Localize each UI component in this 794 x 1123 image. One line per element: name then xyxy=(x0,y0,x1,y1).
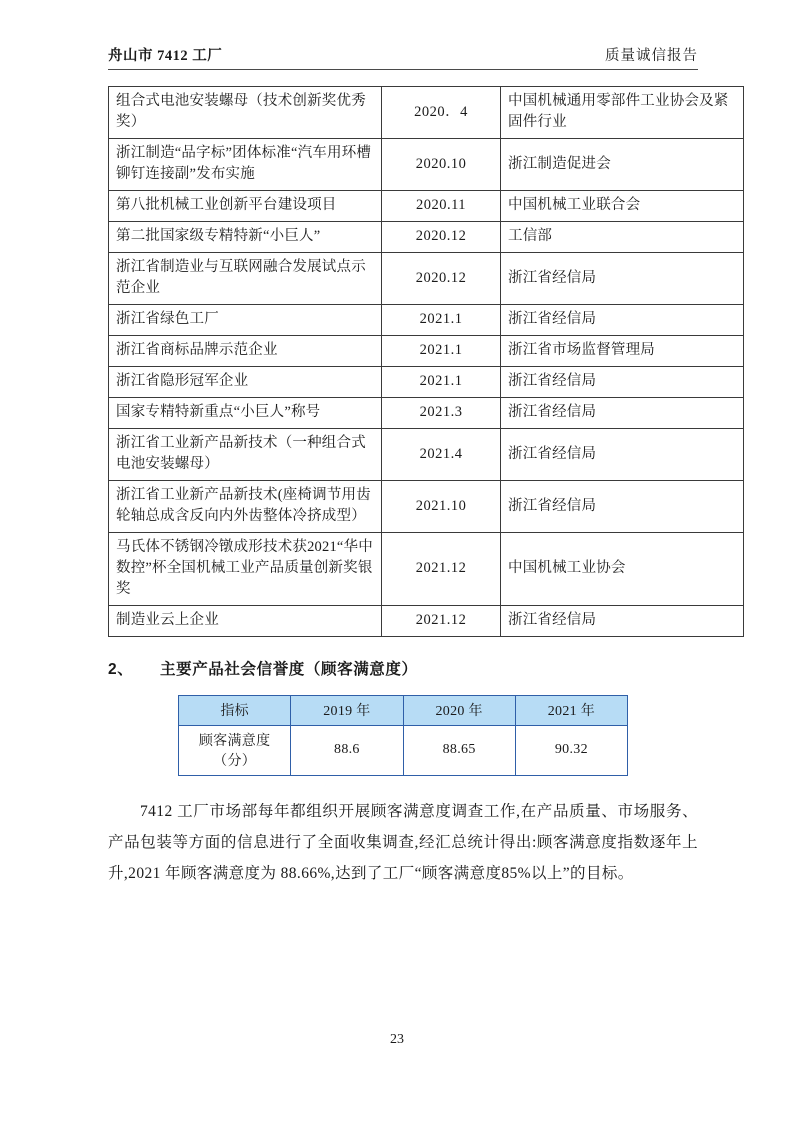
award-org: 中国机械工业协会 xyxy=(501,533,744,606)
award-date: 2020.12 xyxy=(382,253,501,305)
award-name: 第八批机械工业创新平台建设项目 xyxy=(109,191,382,222)
page-content xyxy=(108,44,729,889)
award-org: 浙江制造促进会 xyxy=(501,139,744,191)
award-name: 浙江制造“品字标”团体标准“汽车用环槽铆钉连接副”发布实施 xyxy=(109,139,382,191)
award-date: 2021.12 xyxy=(382,606,501,637)
award-name: 浙江省绿色工厂 xyxy=(109,305,382,336)
running-header xyxy=(108,44,698,70)
table-row xyxy=(109,429,744,481)
award-name: 浙江省工业新产品新技术(座椅调节用齿轮轴总成含反向内外齿整体冷挤成型） xyxy=(109,481,382,533)
award-name: 组合式电池安装螺母（技术创新奖优秀奖） xyxy=(109,87,382,139)
table-row xyxy=(109,367,744,398)
satisfaction-table-wrapper xyxy=(108,695,698,776)
table-row xyxy=(109,481,744,533)
award-name: 马氏体不锈钢冷镦成形技术获2021“华中数控”杯全国机械工业产品质量创新奖银奖 xyxy=(109,533,382,606)
table-row xyxy=(109,533,744,606)
award-date: 2021.12 xyxy=(382,533,501,606)
satisfaction-header-2019: 2019 年 xyxy=(291,696,403,726)
satisfaction-header-2021: 2021 年 xyxy=(515,696,627,726)
award-date: 2021.3 xyxy=(382,398,501,429)
body-paragraph: 7412 工厂市场部每年都组织开展顾客满意度调查工作,在产品质量、市场服务、产品包装等方面的信息进行了全面收集调查,经汇总统计得出:顾客满意度指数逐年上升,2021 年顾客满意度为 88.66%,达到了工厂“顾客满意度85%以上”的目标。 xyxy=(108,803,698,883)
award-name: 浙江省工业新产品新技术（一种组合式电池安装螺母） xyxy=(109,429,382,481)
award-org: 浙江省经信局 xyxy=(501,367,744,398)
award-org: 浙江省经信局 xyxy=(501,606,744,637)
satisfaction-table xyxy=(178,695,628,776)
award-org: 工信部 xyxy=(501,222,744,253)
award-name: 浙江省制造业与互联网融合发展试点示范企业 xyxy=(109,253,382,305)
section-number: 2、 xyxy=(108,661,134,679)
section-title: 主要产品社会信誉度（顾客满意度） xyxy=(160,661,418,679)
satisfaction-header-metric: 指标 xyxy=(179,696,291,726)
table-row xyxy=(179,726,628,776)
satisfaction-table-head xyxy=(179,696,628,726)
award-date: 2020.12 xyxy=(382,222,501,253)
table-row xyxy=(109,191,744,222)
award-date: 2021.1 xyxy=(382,305,501,336)
table-row xyxy=(109,398,744,429)
award-org: 浙江省经信局 xyxy=(501,253,744,305)
award-date: 2021.1 xyxy=(382,336,501,367)
award-org: 浙江省经信局 xyxy=(501,305,744,336)
header-left-text: 舟山市 7412 工厂 xyxy=(108,48,223,64)
table-row xyxy=(109,253,744,305)
award-date: 2020.10 xyxy=(382,139,501,191)
award-name: 浙江省商标品牌示范企业 xyxy=(109,336,382,367)
award-date: 2021.1 xyxy=(382,367,501,398)
award-org: 浙江省市场监督管理局 xyxy=(501,336,744,367)
award-table xyxy=(108,86,744,637)
award-date: 2021.10 xyxy=(382,481,501,533)
award-date: 2021.4 xyxy=(382,429,501,481)
table-row xyxy=(109,222,744,253)
satisfaction-value-2020: 88.65 xyxy=(403,726,515,776)
satisfaction-value-2021: 90.32 xyxy=(515,726,627,776)
award-org: 浙江省经信局 xyxy=(501,481,744,533)
award-org: 中国机械工业联合会 xyxy=(501,191,744,222)
table-row xyxy=(109,87,744,139)
award-org: 中国机械通用零部件工业协会及紧固件行业 xyxy=(501,87,744,139)
table-row xyxy=(109,139,744,191)
table-row xyxy=(179,696,628,726)
table-row xyxy=(109,606,744,637)
award-date: 2020.11 xyxy=(382,191,501,222)
award-table-body xyxy=(109,87,744,637)
section-heading xyxy=(108,657,698,679)
award-org: 浙江省经信局 xyxy=(501,398,744,429)
header-right-text: 质量诚信报告 xyxy=(605,48,698,64)
award-name: 制造业云上企业 xyxy=(109,606,382,637)
award-name: 浙江省隐形冠军企业 xyxy=(109,367,382,398)
satisfaction-header-2020: 2020 年 xyxy=(403,696,515,726)
award-org: 浙江省经信局 xyxy=(501,429,744,481)
award-name: 第二批国家级专精特新“小巨人” xyxy=(109,222,382,253)
satisfaction-row-label: 顾客满意度（分） xyxy=(179,726,291,776)
satisfaction-value-2019: 88.6 xyxy=(291,726,403,776)
table-row xyxy=(109,305,744,336)
award-date: 2020．4 xyxy=(382,87,501,139)
table-row xyxy=(109,336,744,367)
satisfaction-table-body xyxy=(179,726,628,776)
page-number: 23 xyxy=(390,1032,404,1047)
award-name: 国家专精特新重点“小巨人”称号 xyxy=(109,398,382,429)
